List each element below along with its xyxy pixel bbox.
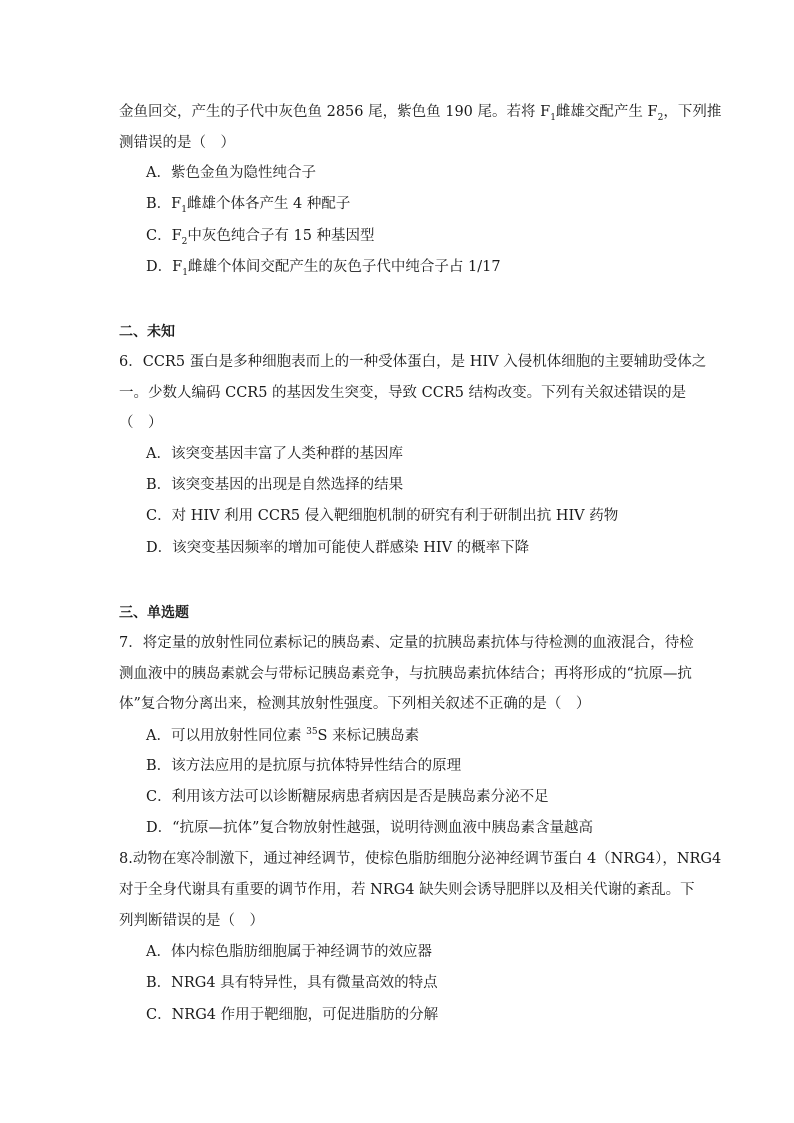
q6-stem-line3: （ ）: [119, 415, 163, 431]
q6-option-b: B．该突变基因的出现是自然选择的结果: [146, 477, 404, 493]
q5-option-b-sub: 1: [181, 204, 187, 215]
q5-option-c-post: 中灰色纯合子有 15 种基因型: [187, 228, 375, 244]
q8-stem-line1: 8.动物在寒冷制激下，通过神经调节，使棕色脂肪细胞分泌神经调节蛋白 4（NRG4），NRG4: [119, 851, 722, 867]
q7-option-d: D．“抗原—抗体”复合物放射性越强，说明待测血液中胰岛素含量越高: [146, 820, 593, 836]
q5-sub-2: 2: [657, 112, 664, 123]
q5-option-d: [146, 257, 501, 277]
q7-option-b: B．该方法应用的是抗原与抗体特异性结合的原理: [146, 758, 462, 774]
q5-stem-text-c: ，下列推: [663, 104, 722, 120]
q5-option-c-sub: 2: [181, 236, 188, 247]
q5-stem-text-b: 雌雄交配产生 F: [555, 104, 658, 120]
q5-option-d-pre: D．F: [146, 259, 183, 275]
q5-stem-line1: [119, 102, 721, 122]
q5-sub-1: 1: [550, 112, 556, 123]
q7-option-a-pre: A．可以用放射性同位素: [146, 728, 307, 744]
q8-stem-line2: 对于全身代谢具有重要的调节作用，若 NRG4 缺失则会诱导肥胖以及相关代谢的紊乱。下: [119, 882, 695, 898]
q6-option-a: A．该突变基因丰富了人类种群的基因库: [146, 446, 403, 462]
q6-stem-line1: 6．CCR5 蛋白是多种细胞表而上的一种受体蛋白，是 HIV 入侵机体细胞的主要辅助受体之: [119, 354, 707, 370]
q5-option-d-post: 雌雄个体间交配产生的灰色子代中纯合子占 1/17: [187, 259, 501, 275]
q8-stem-line3: 列判断错误的是（ ）: [119, 913, 264, 929]
q6-option-d: D．该突变基因频率的增加可能使人群感染 HIV 的概率下降: [146, 540, 530, 556]
q5-option-b: [146, 194, 350, 214]
q5-option-b-post: 雌雄个体各产生 4 种配子: [186, 196, 351, 212]
q5-option-d-sub: 1: [182, 267, 188, 278]
q7-option-c: C．利用该方法可以诊断糖尿病患者病因是否是胰岛素分泌不足: [146, 789, 549, 805]
section-heading-single-choice: 三、单选题: [119, 605, 189, 621]
q5-option-a: A．紫色金鱼为隐性纯合子: [146, 165, 316, 181]
q7-option-a-post: S 来标记胰岛素: [317, 728, 420, 744]
q5-option-c: [146, 226, 375, 246]
q8-option-c: C．NRG4 作用于靶细胞，可促进脂肪的分解: [146, 1007, 439, 1023]
q8-option-a: A．体内棕色脂肪细胞属于神经调节的效应器: [146, 944, 432, 960]
section-heading-unknown: 二、未知: [119, 324, 175, 340]
q5-stem-line2: 测错误的是（ ）: [119, 135, 235, 151]
q5-stem-text-a: 金鱼回交，产生的子代中灰色鱼 2856 尾，紫色鱼 190 尾。若将 F: [119, 104, 551, 120]
q8-option-b: B．NRG4 具有特异性，具有微量高效的特点: [146, 975, 438, 991]
q6-option-c: C．对 HIV 利用 CCR5 侵入靶细胞机制的研究有利于研制出抗 HIV 药物: [146, 508, 619, 524]
q5-option-b-pre: B．F: [146, 196, 182, 212]
q6-stem-line2: 一。少数人编码 CCR5 的基因发生突变，导致 CCR5 结构改变。下列有关叙述错误的是: [119, 385, 687, 401]
q7-option-a-sup: 35: [306, 727, 318, 738]
q5-option-c-pre: C．F: [146, 228, 182, 244]
q7-stem-line2: 测血液中的胰岛素就会与带标记胰岛素竞争，与抗胰岛素抗体结合；再将形成的“抗原—抗: [119, 666, 692, 682]
q7-stem-line1: 7．将定量的放射性同位素标记的胰岛素、定量的抗胰岛素抗体与待检测的血液混合，待检: [119, 635, 694, 651]
q7-option-a: [146, 726, 419, 746]
q7-stem-line3: 体”复合物分离出来，检测其放射性强度。下列相关叙述不正确的是（ ）: [119, 696, 591, 712]
